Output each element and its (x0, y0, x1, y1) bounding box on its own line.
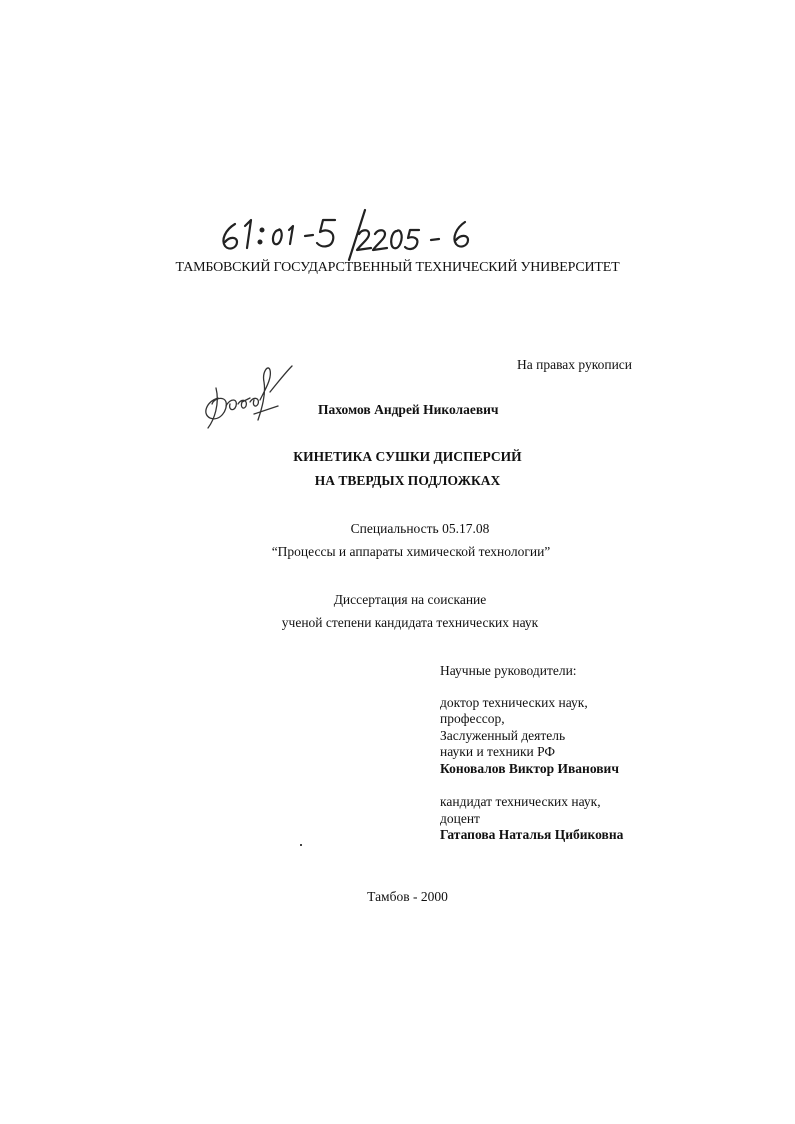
supervisors-block (440, 663, 623, 844)
specialty-code: Специальность 05.17.08 (350, 521, 490, 536)
title-line-1: КИНЕТИКА СУШКИ ДИСПЕРСИЙ (293, 449, 522, 464)
supervisors-heading: Научные руководители: (440, 663, 577, 678)
handwritten-archive-number (215, 206, 485, 266)
title-line-2: НА ТВЕРДЫХ ПОДЛОЖКАХ (314, 473, 501, 488)
supervisor-spacer (440, 777, 623, 794)
scan-speck (300, 844, 302, 846)
supervisor-1-title: профессор, (440, 711, 505, 726)
supervisor-1-honor: Заслуженный деятель (440, 727, 566, 743)
supervisor-1-degree: доктор технических наук, (440, 694, 588, 710)
dissertation-line-1: Диссертация на соискание (333, 592, 487, 607)
supervisor-2-title: доцент (440, 810, 480, 826)
supervisor-1-honor-field: науки и техники РФ (440, 744, 556, 759)
handwritten-signature (196, 358, 296, 438)
specialty-name: “Процессы и аппараты химической технологии” (271, 544, 551, 559)
author-name: Пахомов Андрей Николаевич (318, 402, 499, 417)
dissertation-line-2: ученой степени кандидата технических наук (281, 615, 539, 630)
city-year: Тамбов - 2000 (367, 889, 448, 904)
supervisor-1-name: Коновалов Виктор Иванович (440, 760, 619, 776)
supervisor-2-degree: кандидат технических наук, (440, 794, 601, 809)
supervisor-2-name: Гатапова Наталья Цибиковна (440, 827, 624, 842)
university-name: ТАМБОВСКИЙ ГОСУДАРСТВЕННЫЙ ТЕХНИЧЕСКИЙ УНИВЕРСИТЕТ (175, 260, 620, 275)
rights-note: На правах рукописи (517, 357, 633, 372)
